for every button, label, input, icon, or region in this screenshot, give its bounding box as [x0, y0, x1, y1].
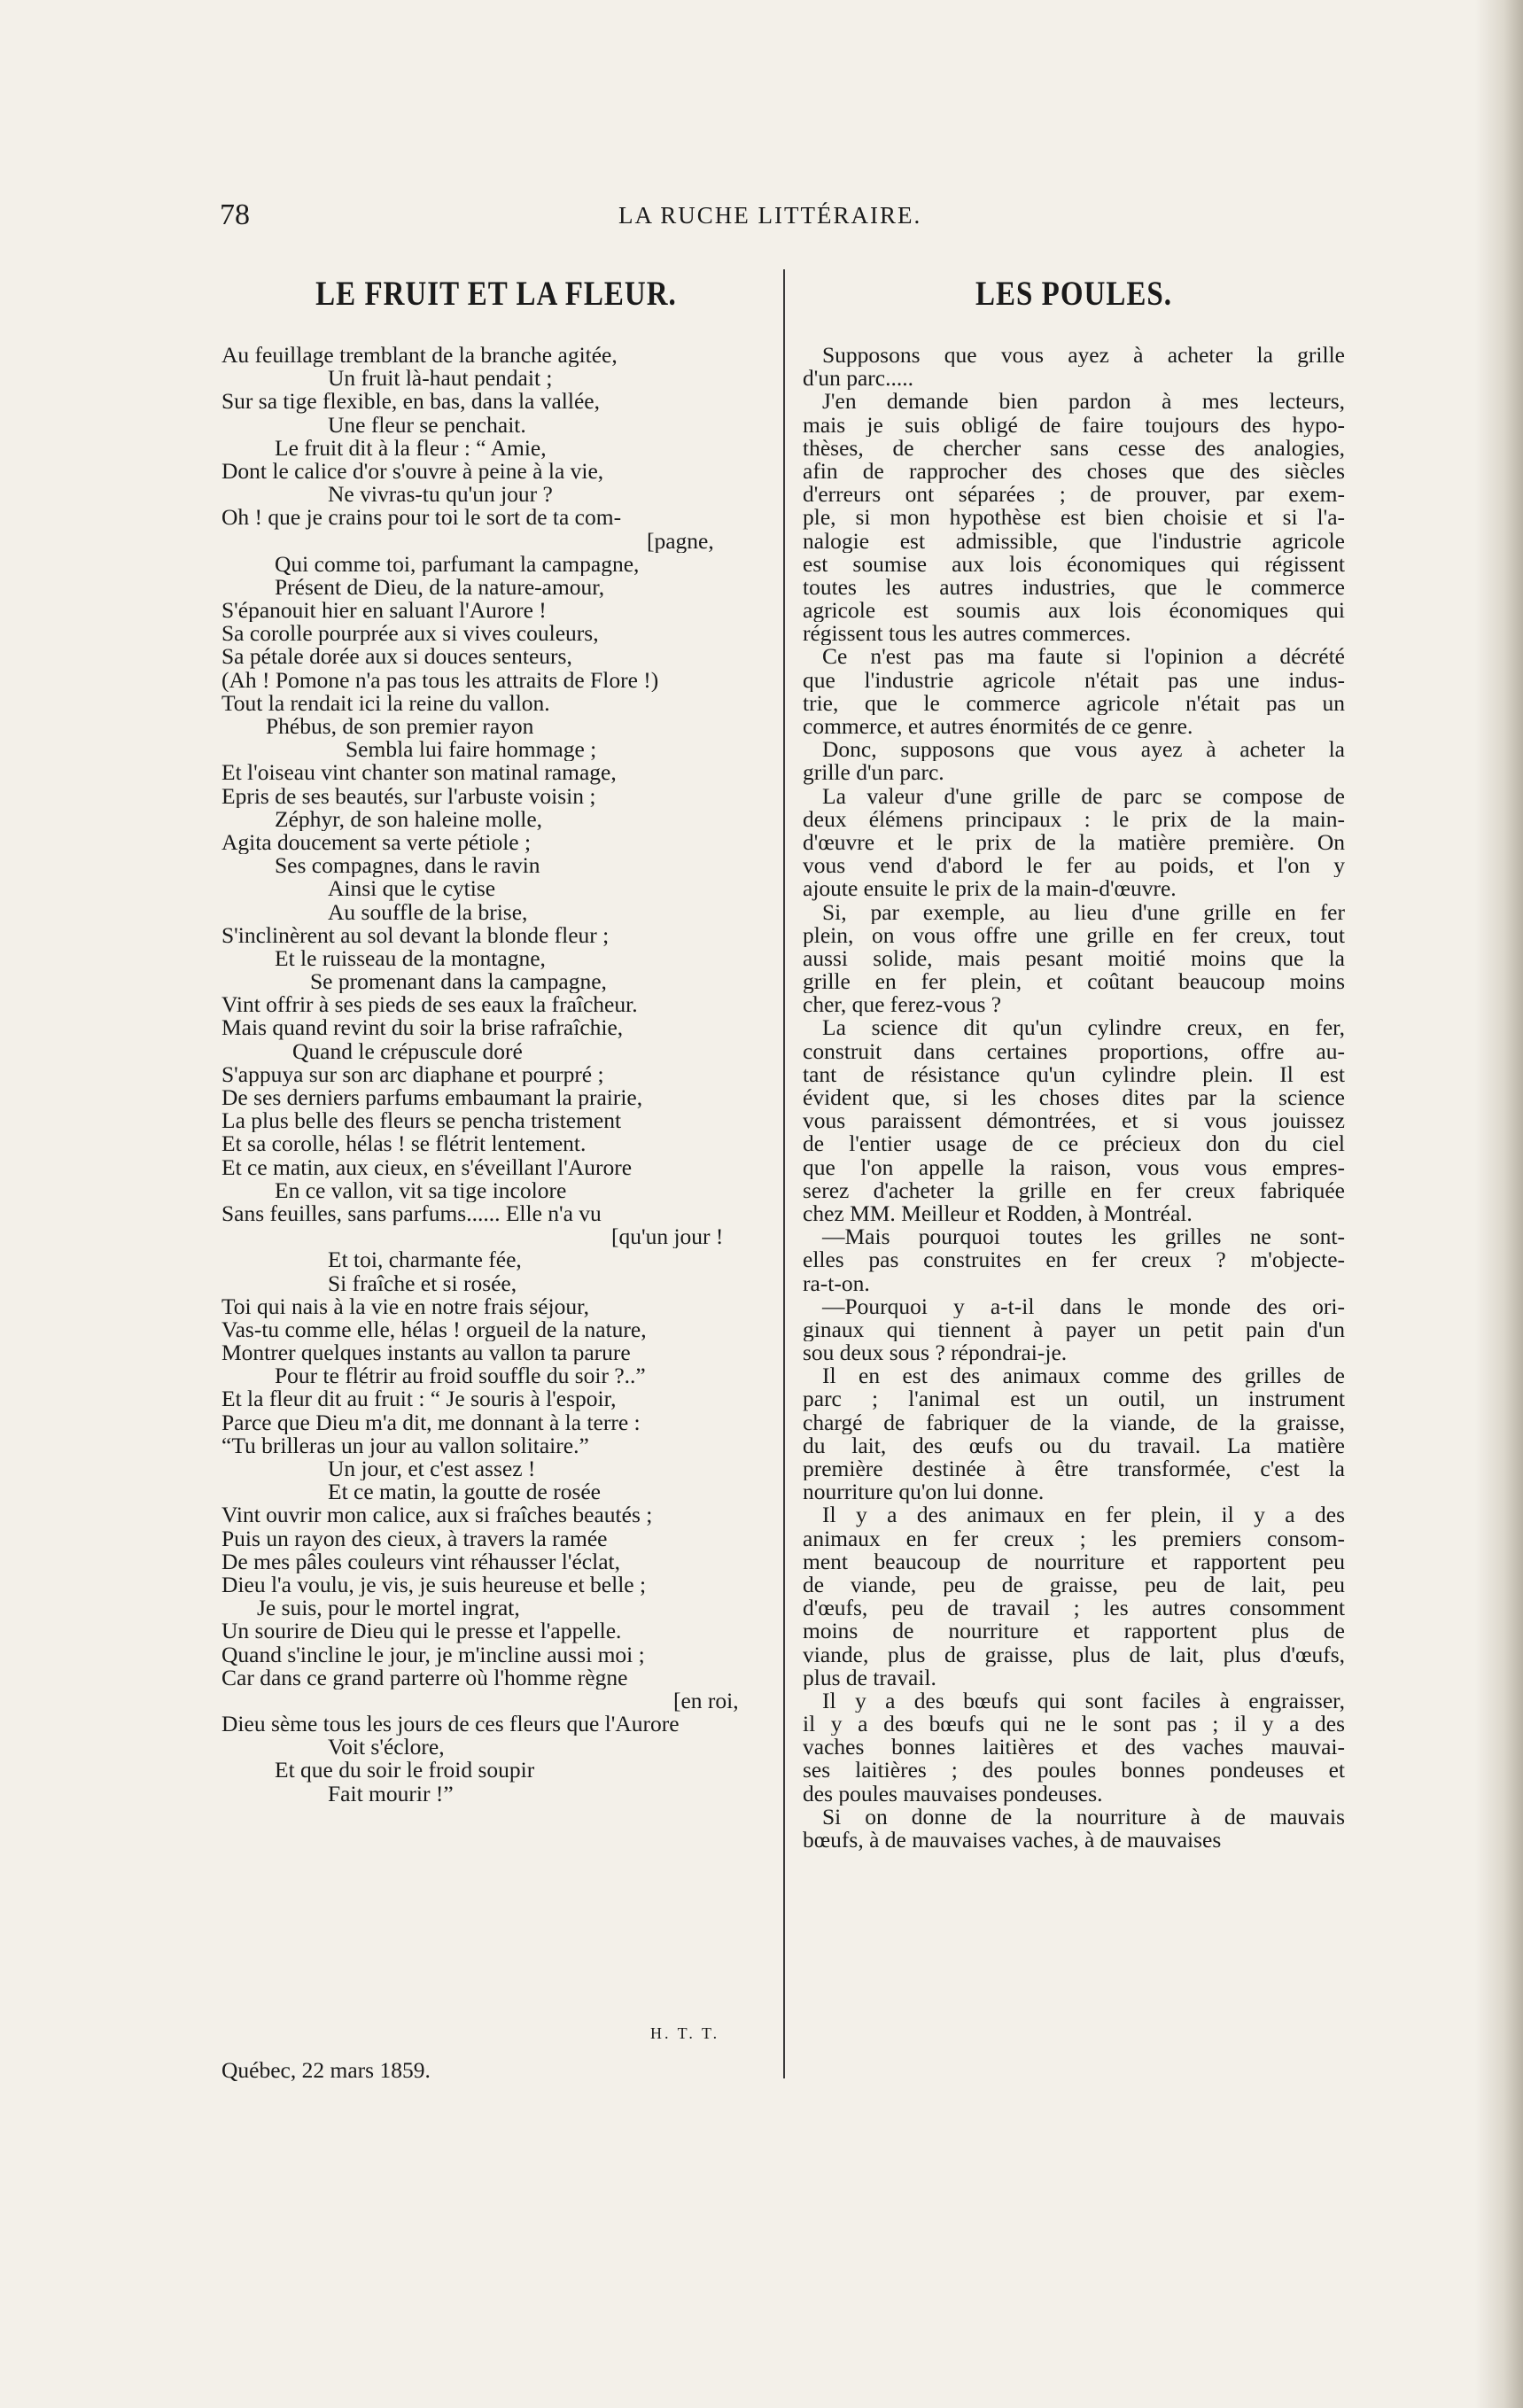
article-line: d'œufs, peu de travail ; les autres consomment [803, 1596, 1345, 1620]
poem-column [221, 276, 771, 1806]
poem-line: Quand s'incline le jour, je m'incline aussi moi ; [221, 1643, 645, 1666]
poem-line: Fait mourir !” [328, 1782, 454, 1806]
article-line: construit dans certaines proportions, offre au- [803, 1039, 1345, 1063]
article-line: ginaux qui tiennent à payer un petit pain d'un [803, 1317, 1345, 1342]
article-line: Donc, supposons que vous ayez à acheter la [822, 738, 1345, 762]
article-line: ment beaucoup de nourriture et rapportent peu [803, 1550, 1345, 1573]
page-number: 78 [220, 198, 250, 231]
article-paragraph [803, 390, 1345, 645]
article-line: parc ; l'animal est un outil, un instrument [803, 1387, 1345, 1411]
poem-line: Et ce matin, aux cieux, en s'éveillant l'Aurore [221, 1155, 633, 1179]
article-line: afin de rapprocher des choses que des siècles [803, 459, 1345, 484]
article-line: que l'industrie agricole n'était pas une indus- [803, 668, 1345, 692]
poem-line: Phébus, de son premier rayon [266, 715, 534, 739]
article-line: deux élémens principaux : le prix de la main- [803, 807, 1345, 831]
poem-line: S'appuya sur son arc diaphane et pourpré ; [221, 1062, 604, 1086]
article-line: agricole est soumis aux lois économiques qui [803, 599, 1345, 623]
article-line: elles pas construites en fer creux ? m'objecte- [803, 1248, 1345, 1272]
poem-line: [en roi, [673, 1689, 739, 1713]
poem-signature: H. T. T. [650, 2024, 720, 2042]
article-line: —Mais pourquoi toutes les grilles ne sont- [822, 1225, 1345, 1249]
article-paragraph [803, 1225, 1345, 1295]
article-line: ajoute ensuite le prix de la main-d'œuvre. [803, 877, 1177, 901]
poem-line: Mais quand revint du soir la brise rafraîchie, [221, 1016, 624, 1040]
article-line: chargé de fabriquer de la viande, de la graisse, [803, 1410, 1345, 1434]
poem-line: S'inclinèrent au sol devant la blonde fleur ; [221, 923, 610, 947]
article-line: nourriture qu'on lui donne. [803, 1480, 1045, 1504]
poem-line: Sembla lui faire hommage ; [346, 738, 597, 762]
poem-line: Et que du soir le froid soupir [275, 1759, 535, 1783]
article-line: d'un parc..... [803, 367, 913, 391]
article-line: grille en fer plein, et coûtant beaucoup moins [803, 970, 1345, 994]
poem-line: Si fraîche et si rosée, [328, 1271, 517, 1295]
page-edge-shadow [1475, 0, 1523, 2408]
article-paragraph [803, 1364, 1345, 1503]
article-line: d'œuvre et le prix de la matière première. On [803, 830, 1345, 855]
article-line: ple, si mon hypothèse est bien choisie et si l'a- [803, 506, 1345, 530]
poem-line: Vint offrir à ses pieds de ses eaux la fraîcheur. [221, 993, 638, 1017]
poem-line: Toi qui nais à la vie en notre frais séjour, [221, 1294, 589, 1318]
poem-line: Sa pétale dorée aux si douces senteurs, [221, 645, 572, 669]
article-paragraph [803, 1295, 1345, 1365]
article-line: ra-t-on. [803, 1271, 870, 1295]
article-line: Il en est des animaux comme des grilles de [822, 1364, 1345, 1388]
poem-line: Tout la rendait ici la reine du vallon. [221, 691, 550, 715]
poem-line: Je suis, pour le mortel ingrat, [257, 1596, 520, 1620]
article-line: nalogie est admissible, que l'industrie agricole [803, 529, 1345, 553]
poem-line: Se promenant dans la campagne, [310, 970, 607, 994]
article-line: La science dit qu'un cylindre creux, en fer, [822, 1016, 1345, 1040]
article-body [803, 344, 1345, 1852]
poem-line: [qu'un jour ! [611, 1225, 724, 1249]
article-line: thèses, de chercher sans cesse des analogies, [803, 436, 1345, 460]
article-line: vaches bonnes laitières et des vaches mauvai- [803, 1736, 1345, 1759]
article-line: sou deux sous ? répondrai-je. [803, 1341, 1068, 1365]
article-line: des poules mauvaises pondeuses. [803, 1782, 1103, 1806]
poem-line: Sans feuilles, sans parfums...... Elle n'a vu [221, 1201, 602, 1226]
article-line: toutes les autres industries, que le commerce [803, 575, 1345, 600]
article-paragraph [803, 1503, 1345, 1689]
poem-line: Présent de Dieu, de la nature-amour, [275, 575, 605, 600]
article-line: bœufs, à de mauvaises vaches, à de mauvaises [803, 1829, 1222, 1853]
poem-line: Et l'oiseau vint chanter son matinal ramage, [221, 761, 617, 785]
article-line: régissent tous les autres commerces. [803, 622, 1131, 646]
article-paragraph [803, 1016, 1345, 1225]
article-title: LES POULES. [975, 275, 1172, 314]
article-column [803, 276, 1345, 1852]
poem-line: Agita doucement sa verte pétiole ; [221, 830, 532, 855]
article-line: mais je suis obligé de faire toujours des hypo- [803, 413, 1345, 437]
article-line: Il y a des bœufs qui sont faciles à engraisser, [822, 1689, 1345, 1713]
poem-line: Quand le crépuscule doré [292, 1039, 523, 1063]
running-title: LA RUCHE LITTÉRAIRE. [618, 202, 922, 229]
article-line: moins de nourriture et rapportent plus de [803, 1620, 1345, 1643]
poem-line: Dieu sème tous les jours de ces fleurs que l'Aurore [221, 1713, 680, 1736]
poem-line: Au feuillage tremblant de la branche agitée, [221, 344, 618, 368]
poem-line: Un sourire de Dieu qui le presse et l'appelle. [221, 1620, 622, 1643]
article-line: plus de travail. [803, 1666, 936, 1689]
poem-line: Montrer quelques instants au vallon ta parure [221, 1341, 631, 1365]
article-line: vous paraissent démontrées, et si vous jouissez [803, 1109, 1345, 1133]
article-line: grille d'un parc. [803, 761, 944, 785]
article-paragraph [803, 785, 1345, 901]
article-line: cher, que ferez-vous ? [803, 993, 1002, 1017]
poem-line: Et le ruisseau de la montagne, [275, 946, 546, 971]
article-line: aussi solide, mais pesant moitié moins que la [803, 946, 1345, 971]
poem-line: La plus belle des fleurs se pencha tristement [221, 1109, 622, 1133]
article-line: J'en demande bien pardon à mes lecteurs, [822, 390, 1345, 414]
article-line: d'erreurs ont séparées ; de prouver, par exem- [803, 483, 1345, 507]
poem-line: Puis un rayon des cieux, à travers la ramée [221, 1526, 608, 1550]
poem-line: [pagne, [647, 529, 714, 553]
column-divider [783, 269, 785, 2078]
poem-line: Sa corolle pourprée aux si vives couleurs, [221, 622, 599, 646]
poem-line: Epris de ses beautés, sur l'arbuste voisin ; [221, 784, 596, 808]
poem-line: Ne vivras-tu qu'un jour ? [328, 483, 553, 507]
poem-line: Pour te flétrir au froid souffle du soir ?..” [275, 1364, 646, 1388]
article-line: La valeur d'une grille de parc se compose de [822, 784, 1345, 808]
poem-body [221, 344, 771, 1806]
article-line: viande, plus de graisse, plus de lait, plus d'œufs, [803, 1643, 1345, 1666]
poem-line: Dont le calice d'or s'ouvre à peine à la vie, [221, 459, 604, 484]
article-line: ses laitières ; des poules bonnes pondeuses et [803, 1759, 1345, 1783]
poem-line: Et la fleur dit au fruit : “ Je souris à l'espoir, [221, 1387, 617, 1411]
article-line: Supposons que vous ayez à acheter la grille [822, 344, 1345, 368]
poem-line: Ses compagnes, dans le ravin [275, 854, 540, 878]
poem-line: (Ah ! Pomone n'a pas tous les attraits de Flore !) [221, 668, 659, 692]
article-line: Si on donne de la nourriture à de mauvais [822, 1805, 1345, 1829]
article-line: —Pourquoi y a-t-il dans le monde des ori- [822, 1294, 1345, 1318]
poem-line: Une fleur se penchait. [328, 413, 526, 437]
poem-line: De ses derniers parfums embaumant la prairie, [221, 1086, 643, 1110]
article-line: serez d'acheter la grille en fer creux fabriquée [803, 1178, 1345, 1202]
article-line: Ce n'est pas ma faute si l'opinion a décrété [822, 645, 1345, 669]
article-line: animaux en fer creux ; les premiers consom- [803, 1526, 1345, 1550]
poem-line: Un fruit là-haut pendait ; [328, 367, 553, 391]
article-line: tant de résistance qu'un cylindre plein. Il est [803, 1062, 1345, 1086]
poem-line: Parce que Dieu m'a dit, me donnant à la terre : [221, 1410, 641, 1434]
page-header [220, 198, 1327, 234]
poem-line: Et sa corolle, hélas ! se flétrit lentement. [221, 1132, 587, 1156]
article-line: trie, que le commerce agricole n'était pas un [803, 691, 1345, 715]
article-line: est soumise aux lois économiques qui régissent [803, 552, 1345, 576]
poem-line: Sur sa tige flexible, en bas, dans la vallée, [221, 390, 600, 414]
article-line: chez MM. Meilleur et Rodden, à Montréal. [803, 1201, 1193, 1226]
article-line: vous vend d'abord le fer au poids, et l'on y [803, 854, 1345, 878]
article-paragraph [803, 901, 1345, 1017]
poem-line: Oh ! que je crains pour toi le sort de ta com- [221, 506, 622, 530]
poem-line: Un jour, et c'est assez ! [328, 1457, 536, 1481]
article-paragraph [803, 344, 1345, 390]
poem-line: Dieu l'a voulu, je vis, je suis heureuse et belle ; [221, 1573, 647, 1597]
poem-line: Et toi, charmante fée, [328, 1248, 522, 1272]
poem-line: De mes pâles couleurs vint réhausser l'éclat, [221, 1550, 620, 1573]
poem-line: Et ce matin, la goutte de rosée [328, 1480, 602, 1504]
article-line: Si, par exemple, au lieu d'une grille en fer [822, 900, 1345, 924]
poem-title: LE FRUIT ET LA FLEUR. [315, 275, 677, 314]
poem-line: Vint ouvrir mon calice, aux si fraîches beautés ; [221, 1503, 653, 1527]
article-line: évident que, si les choses dites par la science [803, 1086, 1345, 1110]
poem-line: Qui comme toi, parfumant la campagne, [275, 552, 640, 576]
poem-line: Car dans ce grand parterre où l'homme règne [221, 1666, 628, 1689]
article-line: que l'on appelle la raison, vous vous empres- [803, 1155, 1345, 1179]
article-paragraph [803, 1689, 1345, 1806]
poem-line: Le fruit dit à la fleur : “ Amie, [275, 436, 547, 460]
article-paragraph [803, 738, 1345, 784]
article-line: première destinée à être transformée, c'est la [803, 1457, 1345, 1481]
poem-line: S'épanouit hier en saluant l'Aurore ! [221, 599, 547, 623]
article-line: de viande, peu de graisse, peu de lait, peu [803, 1573, 1345, 1597]
poem-line: Ainsi que le cytise [328, 877, 496, 901]
poem-date: Québec, 22 mars 1859. [221, 2057, 431, 2083]
article-line: il y a des bœufs qui ne le sont pas ; il y a des [803, 1713, 1345, 1736]
article-paragraph [803, 1806, 1345, 1852]
article-line: de l'entier usage de ce précieux don du ciel [803, 1132, 1345, 1156]
article-line: du lait, des œufs ou du travail. La matière [803, 1433, 1345, 1457]
poem-line: En ce vallon, vit sa tige incolore [275, 1178, 567, 1202]
article-line: Il y a des animaux en fer plein, il y a des [822, 1503, 1345, 1527]
article-line: plein, on vous offre une grille en fer creux, tout [803, 923, 1345, 947]
poem-line: “Tu brilleras un jour au vallon solitaire.” [221, 1433, 589, 1457]
article-paragraph [803, 645, 1345, 738]
article-line: commerce, et autres énormités de ce genre. [803, 715, 1193, 739]
poem-line: Voit s'éclore, [328, 1736, 445, 1759]
poem-line: Zéphyr, de son haleine molle, [275, 807, 543, 831]
poem-line: Au souffle de la brise, [328, 900, 528, 924]
poem-line: Vas-tu comme elle, hélas ! orgueil de la nature, [221, 1317, 647, 1342]
